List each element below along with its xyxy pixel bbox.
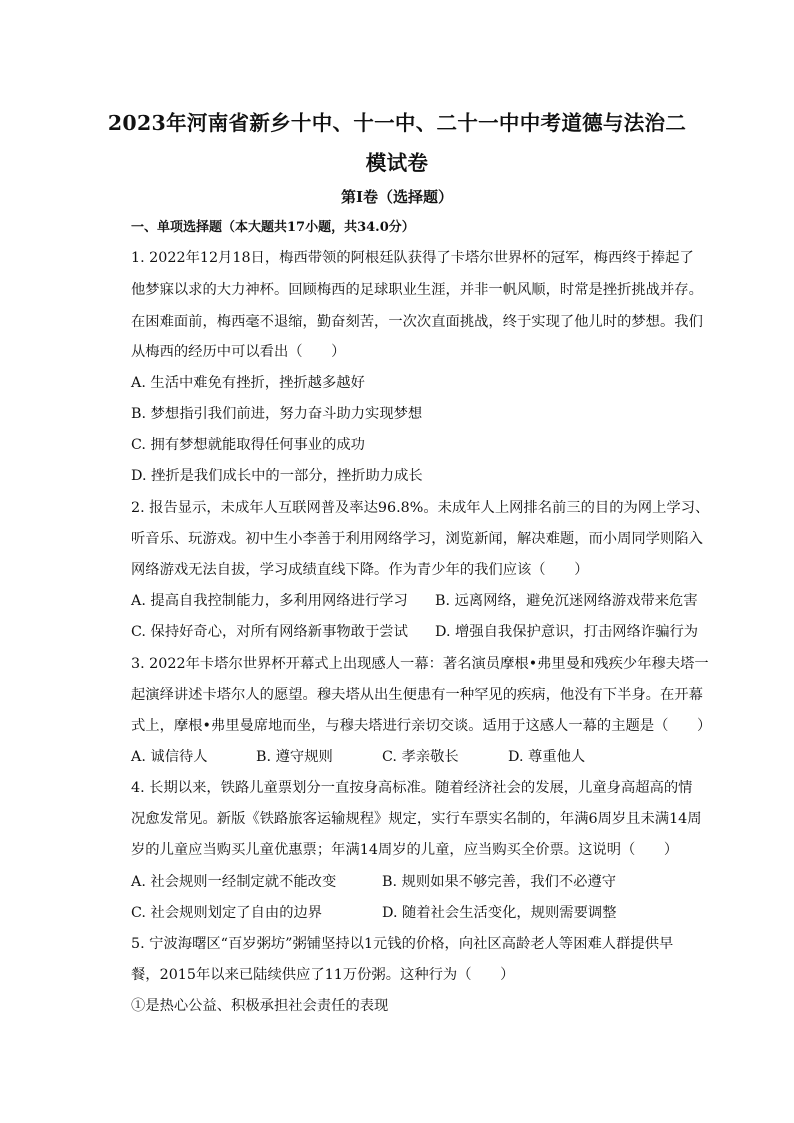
question-4-option-d: D. 随着社会生活变化，规则需要调整	[382, 905, 617, 921]
question-2-line-3: 网络游戏无法自拔，学习成绩直线下降。作为青少年的我们应该（ ）	[131, 562, 589, 578]
question-2-line-1: 2. 报告显示，未成年人互联网普及率达96.8%。未成年人上网排名前三的目的为网上学习、	[131, 500, 710, 516]
question-1-option-d: D. 挫折是我们成长中的一部分，挫折助力成长	[131, 468, 423, 484]
section-heading: 一、单项选择题（本大题共17小题，共34.0分）	[131, 220, 415, 235]
question-1-line-2: 他梦寐以求的大力神杯。回顾梅西的足球职业生涯，并非一帆风顺，时常是挫折挑战并存。	[131, 282, 703, 298]
question-1-line-3: 在困难面前，梅西毫不退缩，勤奋刻苦，一次次直面挑战，终于实现了他儿时的梦想。我们	[131, 314, 703, 330]
question-1-line-4: 从梅西的经历中可以看出（ ）	[131, 344, 346, 360]
question-2-option-c: C. 保持好奇心，对所有网络新事物敢于尝试	[131, 624, 408, 640]
question-3-option-b: B. 遵守规则	[256, 749, 333, 765]
question-5-line-2: 餐，2015年以来已陆续供应了11万份粥。这种行为（ ）	[131, 967, 515, 983]
question-5-line-3: ①是热心公益、积极承担社会责任的表现	[131, 998, 389, 1014]
volume-heading: 第I卷（选择题）	[340, 188, 454, 206]
question-4-line-1: 4. 长期以来，铁路儿童票划分一直按身高标准。随着经济社会的发展，儿童身高超高的情	[131, 780, 693, 796]
question-1-option-b: B. 梦想指引我们前进，努力奋斗助力实现梦想	[131, 406, 423, 422]
question-3-line-3: 式上，摩根•弗里曼席地而坐，与穆夫塔进行亲切交谈。适用于这感人一幕的主题是（ ）	[131, 718, 712, 734]
exam-title-line2: 模试卷	[365, 151, 429, 175]
question-3-line-1: 3. 2022年卡塔尔世界杯开幕式上出现感人一幕：著名演员摩根•弗里曼和残疾少年穆夫塔一	[131, 656, 709, 672]
question-1-option-a: A. 生活中难免有挫折，挫折越多越好	[131, 375, 365, 391]
question-4-option-c: C. 社会规则划定了自由的边界	[131, 905, 323, 921]
question-3-option-c: C. 孝亲敬长	[382, 749, 459, 765]
question-2-line-2: 听音乐、玩游戏。初中生小李善于利用网络学习，浏览新闻，解决难题，而小周同学则陷入	[131, 531, 703, 547]
question-3-option-a: A. 诚信待人	[131, 749, 208, 765]
question-2-option-d: D. 增强自我保护意识，打击网络诈骗行为	[435, 624, 699, 640]
question-2-option-a: A. 提高自我控制能力，多利用网络进行学习	[131, 593, 408, 609]
question-4-option-a: A. 社会规则一经制定就不能改变	[131, 874, 337, 890]
question-1-option-c: C. 拥有梦想就能取得任何事业的成功	[131, 437, 365, 453]
question-4-line-3: 岁的儿童应当购买儿童优惠票；年满14周岁的儿童，应当购买全价票。这说明（ ）	[131, 842, 679, 858]
question-1-line-1: 1. 2022年12月18日，梅西带领的阿根廷队获得了卡塔尔世界杯的冠军，梅西终于捧起了	[131, 250, 694, 266]
question-3-line-2: 起演绎讲述卡塔尔人的愿望。穆夫塔从出生便患有一种罕见的疾病，他没有下半身。在开幕	[131, 687, 703, 703]
exam-title-line1: 2023年河南省新乡十中、十一中、二十一中中考道德与法治二	[107, 111, 687, 135]
question-3-option-d: D. 尊重他人	[508, 749, 586, 765]
question-5-line-1: 5. 宁波海曙区“百岁粥坊”粥铺坚持以1元钱的价格，向社区高龄老人等困难人群提供早	[131, 936, 674, 952]
question-4-option-b: B. 规则如果不够完善，我们不必遵守	[382, 874, 617, 890]
question-4-line-2: 况愈发常见。新版《铁路旅客运输规程》规定，实行车票实名制的，年满6周岁且未满14周	[131, 811, 702, 827]
question-2-option-b: B. 远离网络，避免沉迷网络游戏带来危害	[435, 593, 698, 609]
